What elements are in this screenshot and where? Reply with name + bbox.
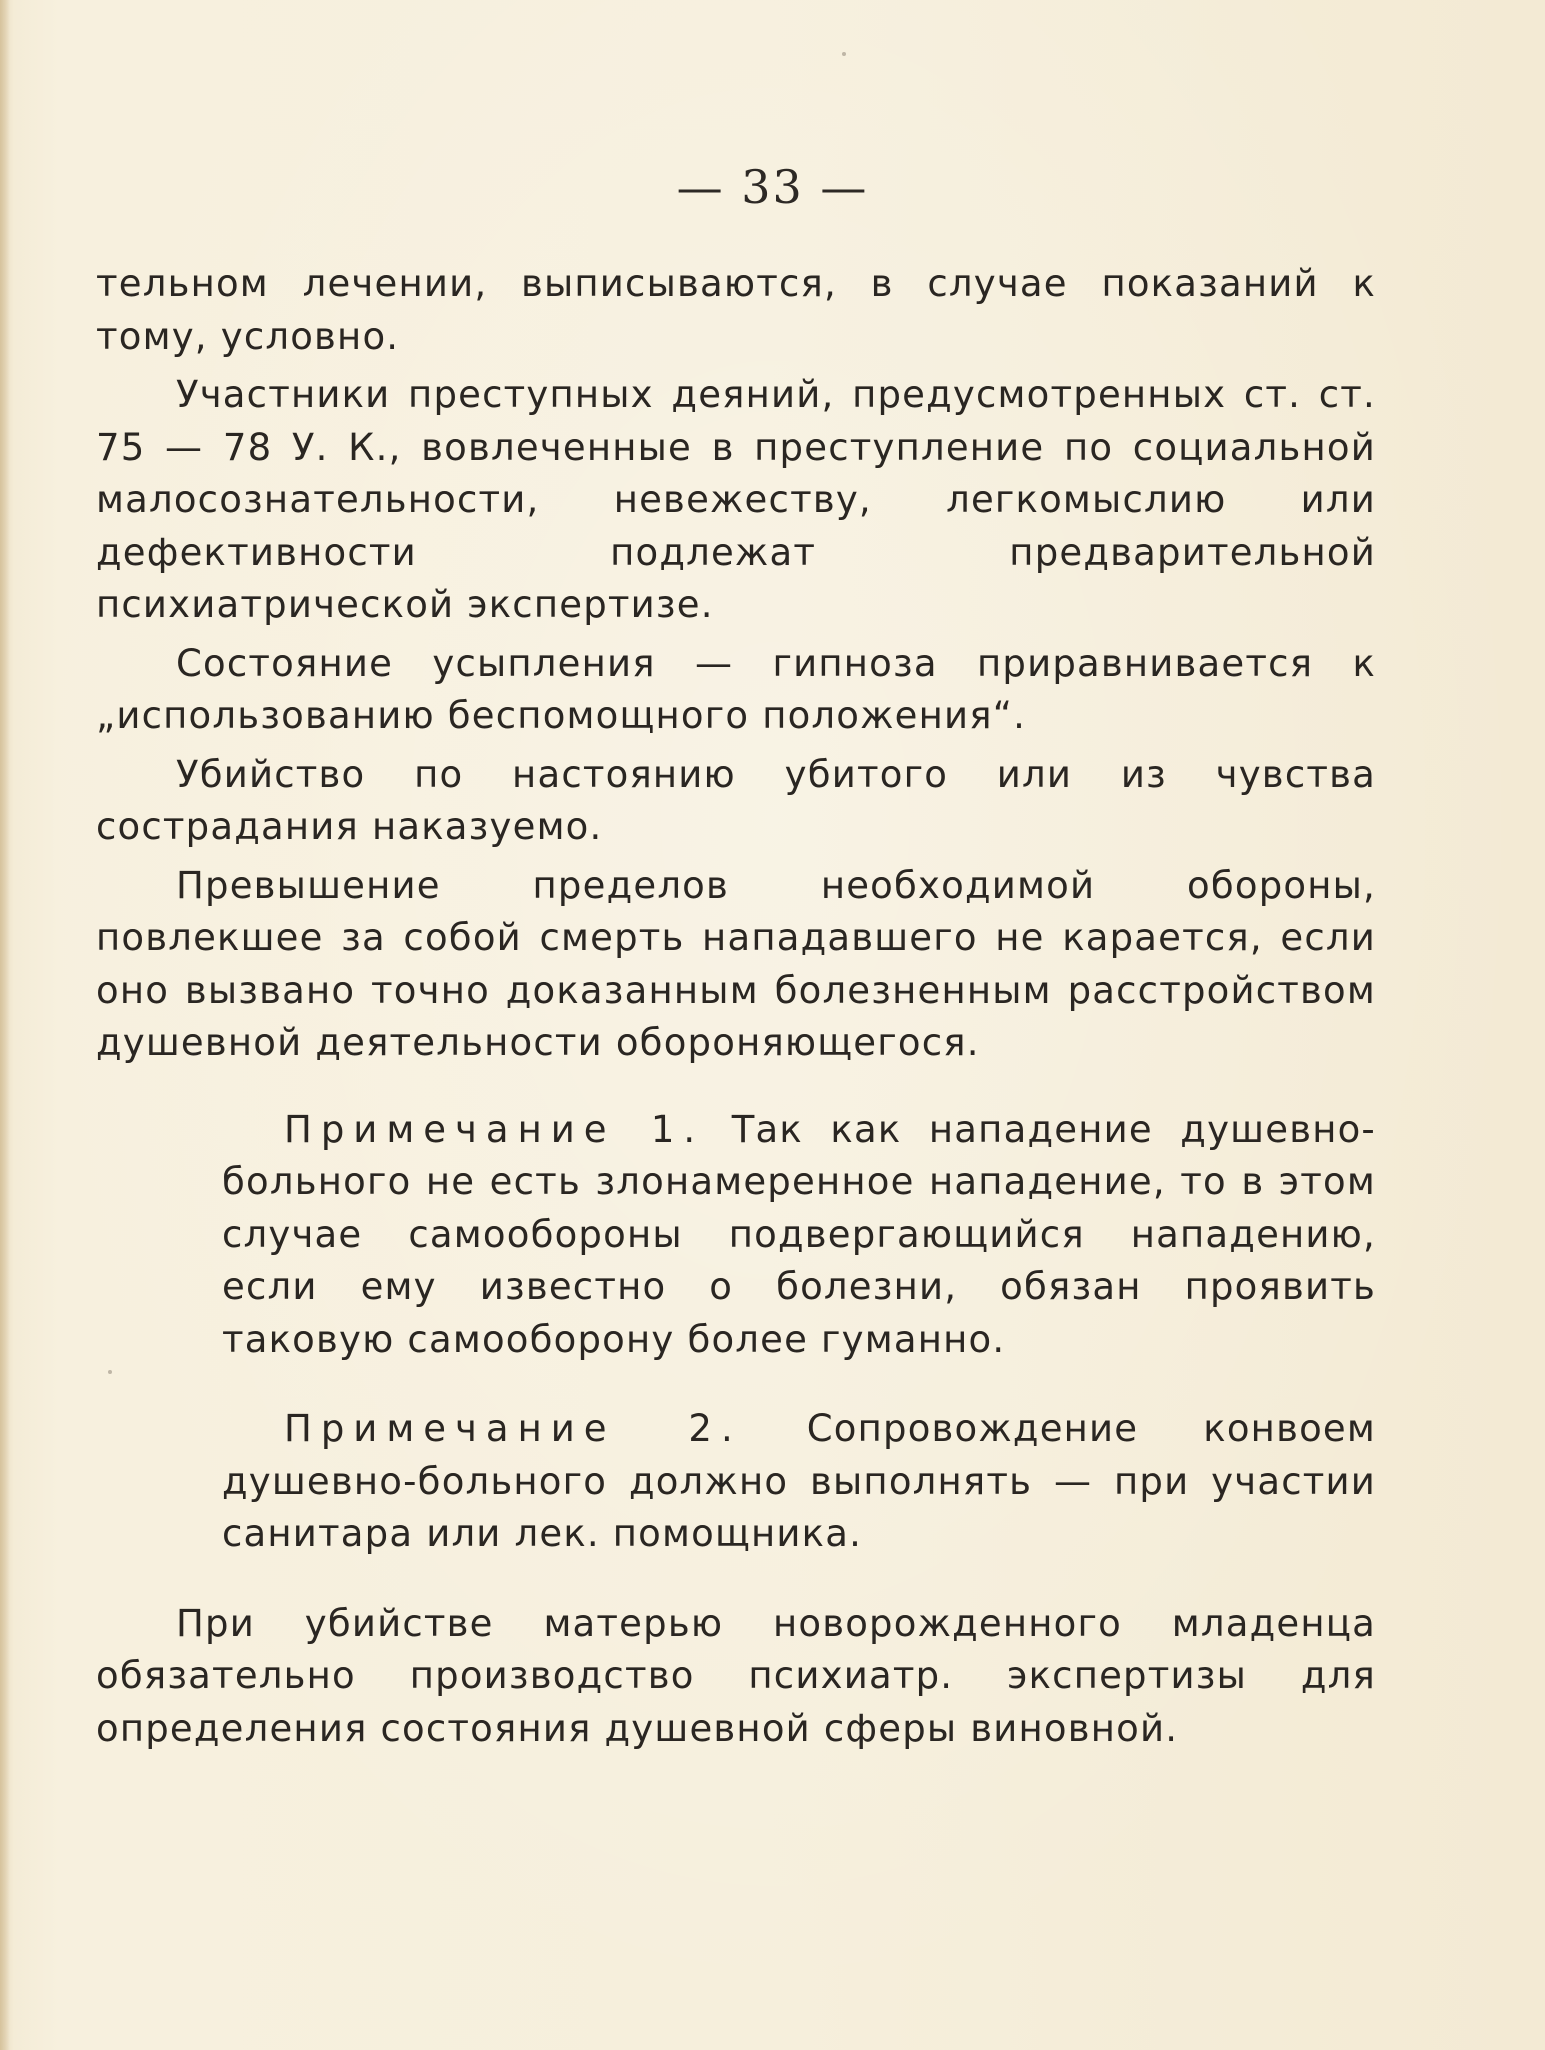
note-1-label: Примечание 1.	[284, 1107, 705, 1151]
paragraph-mercy-killing: Убийство по настоянию убитого или из чувства сострадания наказуемо.	[96, 752, 1376, 848]
note-1	[222, 1104, 1376, 1367]
note-1-text: Так как нападение душевно-больного не есть злонамеренное нападение, то в этом случае самообороны подвергающийся нападению, если ему известно о болезни, обязан проявить таковую самооборону более гуманно.	[222, 1107, 1376, 1361]
paragraph-hypnosis: Состояние усыпления — гипноза приравнивается к „использованию беспомощного положения“.	[96, 641, 1376, 737]
paragraph-participants: Участники преступных деяний, предусмотренных ст. ст. 75 — 78 У. К., вовлеченные в преступление по социальной малосознательности, невежеству, легкомыслию или дефективности подлежат предварительной психиатрической экспертизе.	[96, 373, 1376, 626]
page-edge-shadow	[0, 0, 10, 2050]
paragraph-continued: тельном лечении, выписываются, в случае показаний к тому, условно.	[96, 262, 1376, 358]
paper-speck	[842, 52, 846, 56]
paragraph-self-defense: Превышение пределов необходимой обороны, повлекшее за собой смерть нападавшего не карается, если оно вызвано точно доказанным болезненным расстройством душевной деятельности обороняющегося.	[96, 863, 1376, 1064]
page-body-text	[96, 258, 1376, 1755]
page-number: — 33 —	[676, 160, 869, 214]
paper-speck	[108, 1370, 112, 1374]
note-2-text: Сопровождение конвоем душевно-больного должно выполнять — при участии санитара или лек. помощника.	[222, 1407, 1376, 1555]
note-2-label: Примечание 2.	[284, 1407, 742, 1450]
paragraph-infanticide: При убийстве матерью новорожденного младенца обязательно производство психиатр. экспертизы для определения состояния душевной сферы виновной.	[96, 1601, 1376, 1750]
note-2	[222, 1403, 1376, 1561]
